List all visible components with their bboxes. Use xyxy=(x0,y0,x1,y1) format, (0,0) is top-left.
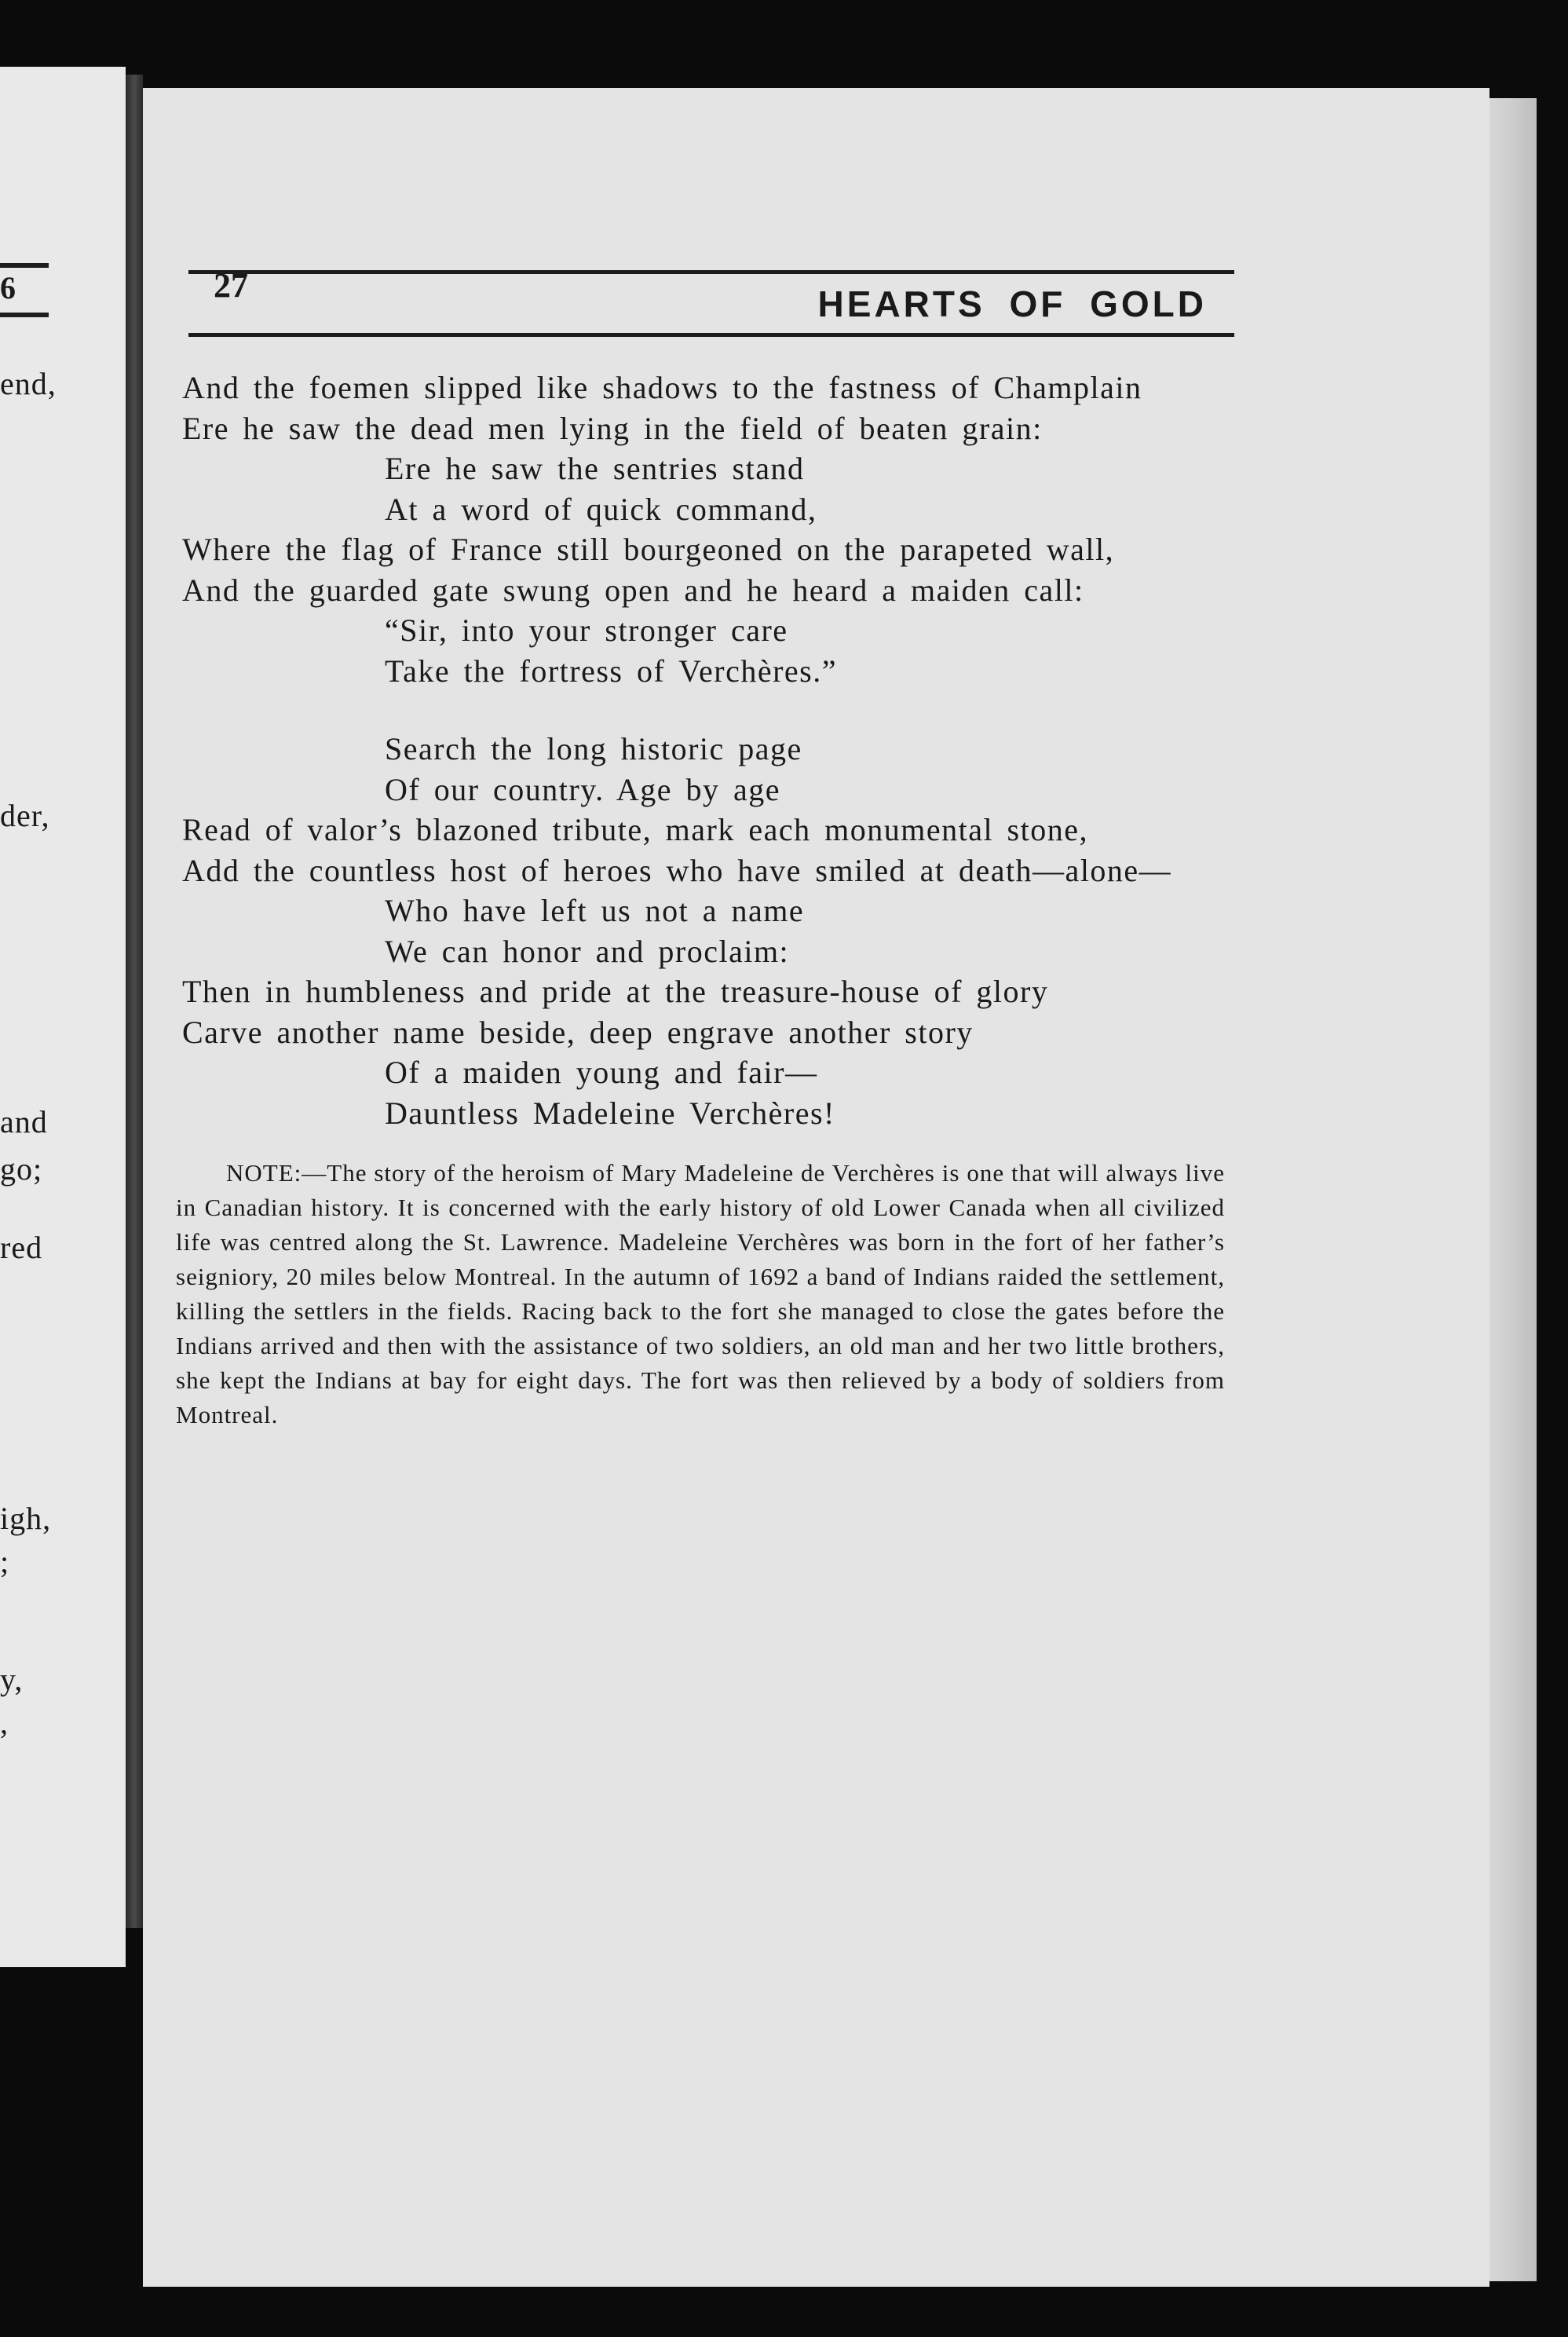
facing-page-fragment: der, xyxy=(0,798,50,833)
page-edge xyxy=(1489,98,1537,2281)
poem-line: Of our country. Age by age xyxy=(385,772,781,807)
poem-line: And the foemen slipped like shadows to the fastness of Champlain xyxy=(182,370,1142,405)
running-title: HEARTS OF GOLD xyxy=(817,283,1207,324)
poem-line: Take the fortress of Verchères.” xyxy=(385,653,838,689)
note-text: NOTE:—The story of the heroism of Mary Madeleine de Verchères is one that will always live in Canadian history. It is concerned with the early history of old Lower Canada when all civilized life was centred along the St. Lawrence. Madeleine Verchères was born in the fort of her father’s seigniory, 20 miles below Montreal. In the autumn of 1692 a band of Indians raided the settlement, killing the settlers in the fields. Racing back to the fort she managed to close the gates before the Indians arrived and then with the assistance of two soldiers, an old man and her two little brothers, she kept the Indians at bay for eight days. The fort was then relieved by a body of soldiers from Montreal. xyxy=(176,1159,1225,1428)
facing-page-rule-bottom xyxy=(0,313,49,317)
poem-line: Dauntless Madeleine Verchères! xyxy=(385,1095,835,1131)
facing-page-fragment: igh, xyxy=(0,1501,52,1536)
poem-line: Who have left us not a name xyxy=(385,893,805,928)
facing-page-number: 6 xyxy=(0,270,16,305)
poem-line: Read of valor’s blazoned tribute, mark each monumental stone, xyxy=(182,812,1088,847)
historical-note xyxy=(176,1156,1225,1432)
header-rule-bottom xyxy=(188,333,1234,337)
poem-line: Search the long historic page xyxy=(385,731,802,766)
page-number: 27 xyxy=(214,266,248,305)
facing-page-rule-top xyxy=(0,263,49,268)
poem-line: Carve another name beside, deep engrave another story xyxy=(182,1015,974,1050)
book-spine xyxy=(126,75,143,1928)
poem-line: Of a maiden young and fair— xyxy=(385,1055,818,1090)
poem-line: We can honor and proclaim: xyxy=(385,934,790,969)
facing-page-fragment: end, xyxy=(0,366,57,401)
facing-page-fragment: and xyxy=(0,1104,48,1139)
facing-page-fragment: , xyxy=(0,1705,9,1740)
poem-line: Then in humbleness and pride at the treasure-house of glory xyxy=(182,974,1049,1009)
poem-line: Ere he saw the dead men lying in the field of beaten grain: xyxy=(182,411,1043,446)
facing-page-fragment: go; xyxy=(0,1151,43,1187)
header-rule-top xyxy=(188,270,1234,274)
poem-line: Where the flag of France still bourgeoned on the parapeted wall, xyxy=(182,532,1115,567)
facing-page xyxy=(0,67,126,1967)
facing-page-fragment: y, xyxy=(0,1662,24,1697)
poem-line: At a word of quick command, xyxy=(385,492,817,527)
poem-line: And the guarded gate swung open and he heard a maiden call: xyxy=(182,572,1084,608)
poem-line: Ere he saw the sentries stand xyxy=(385,451,805,486)
facing-page-fragment: red xyxy=(0,1230,43,1265)
poem-line: “Sir, into your stronger care xyxy=(385,613,788,648)
facing-page-fragment: ; xyxy=(0,1544,10,1579)
poem-line: Add the countless host of heroes who have smiled at death—alone— xyxy=(182,853,1172,888)
